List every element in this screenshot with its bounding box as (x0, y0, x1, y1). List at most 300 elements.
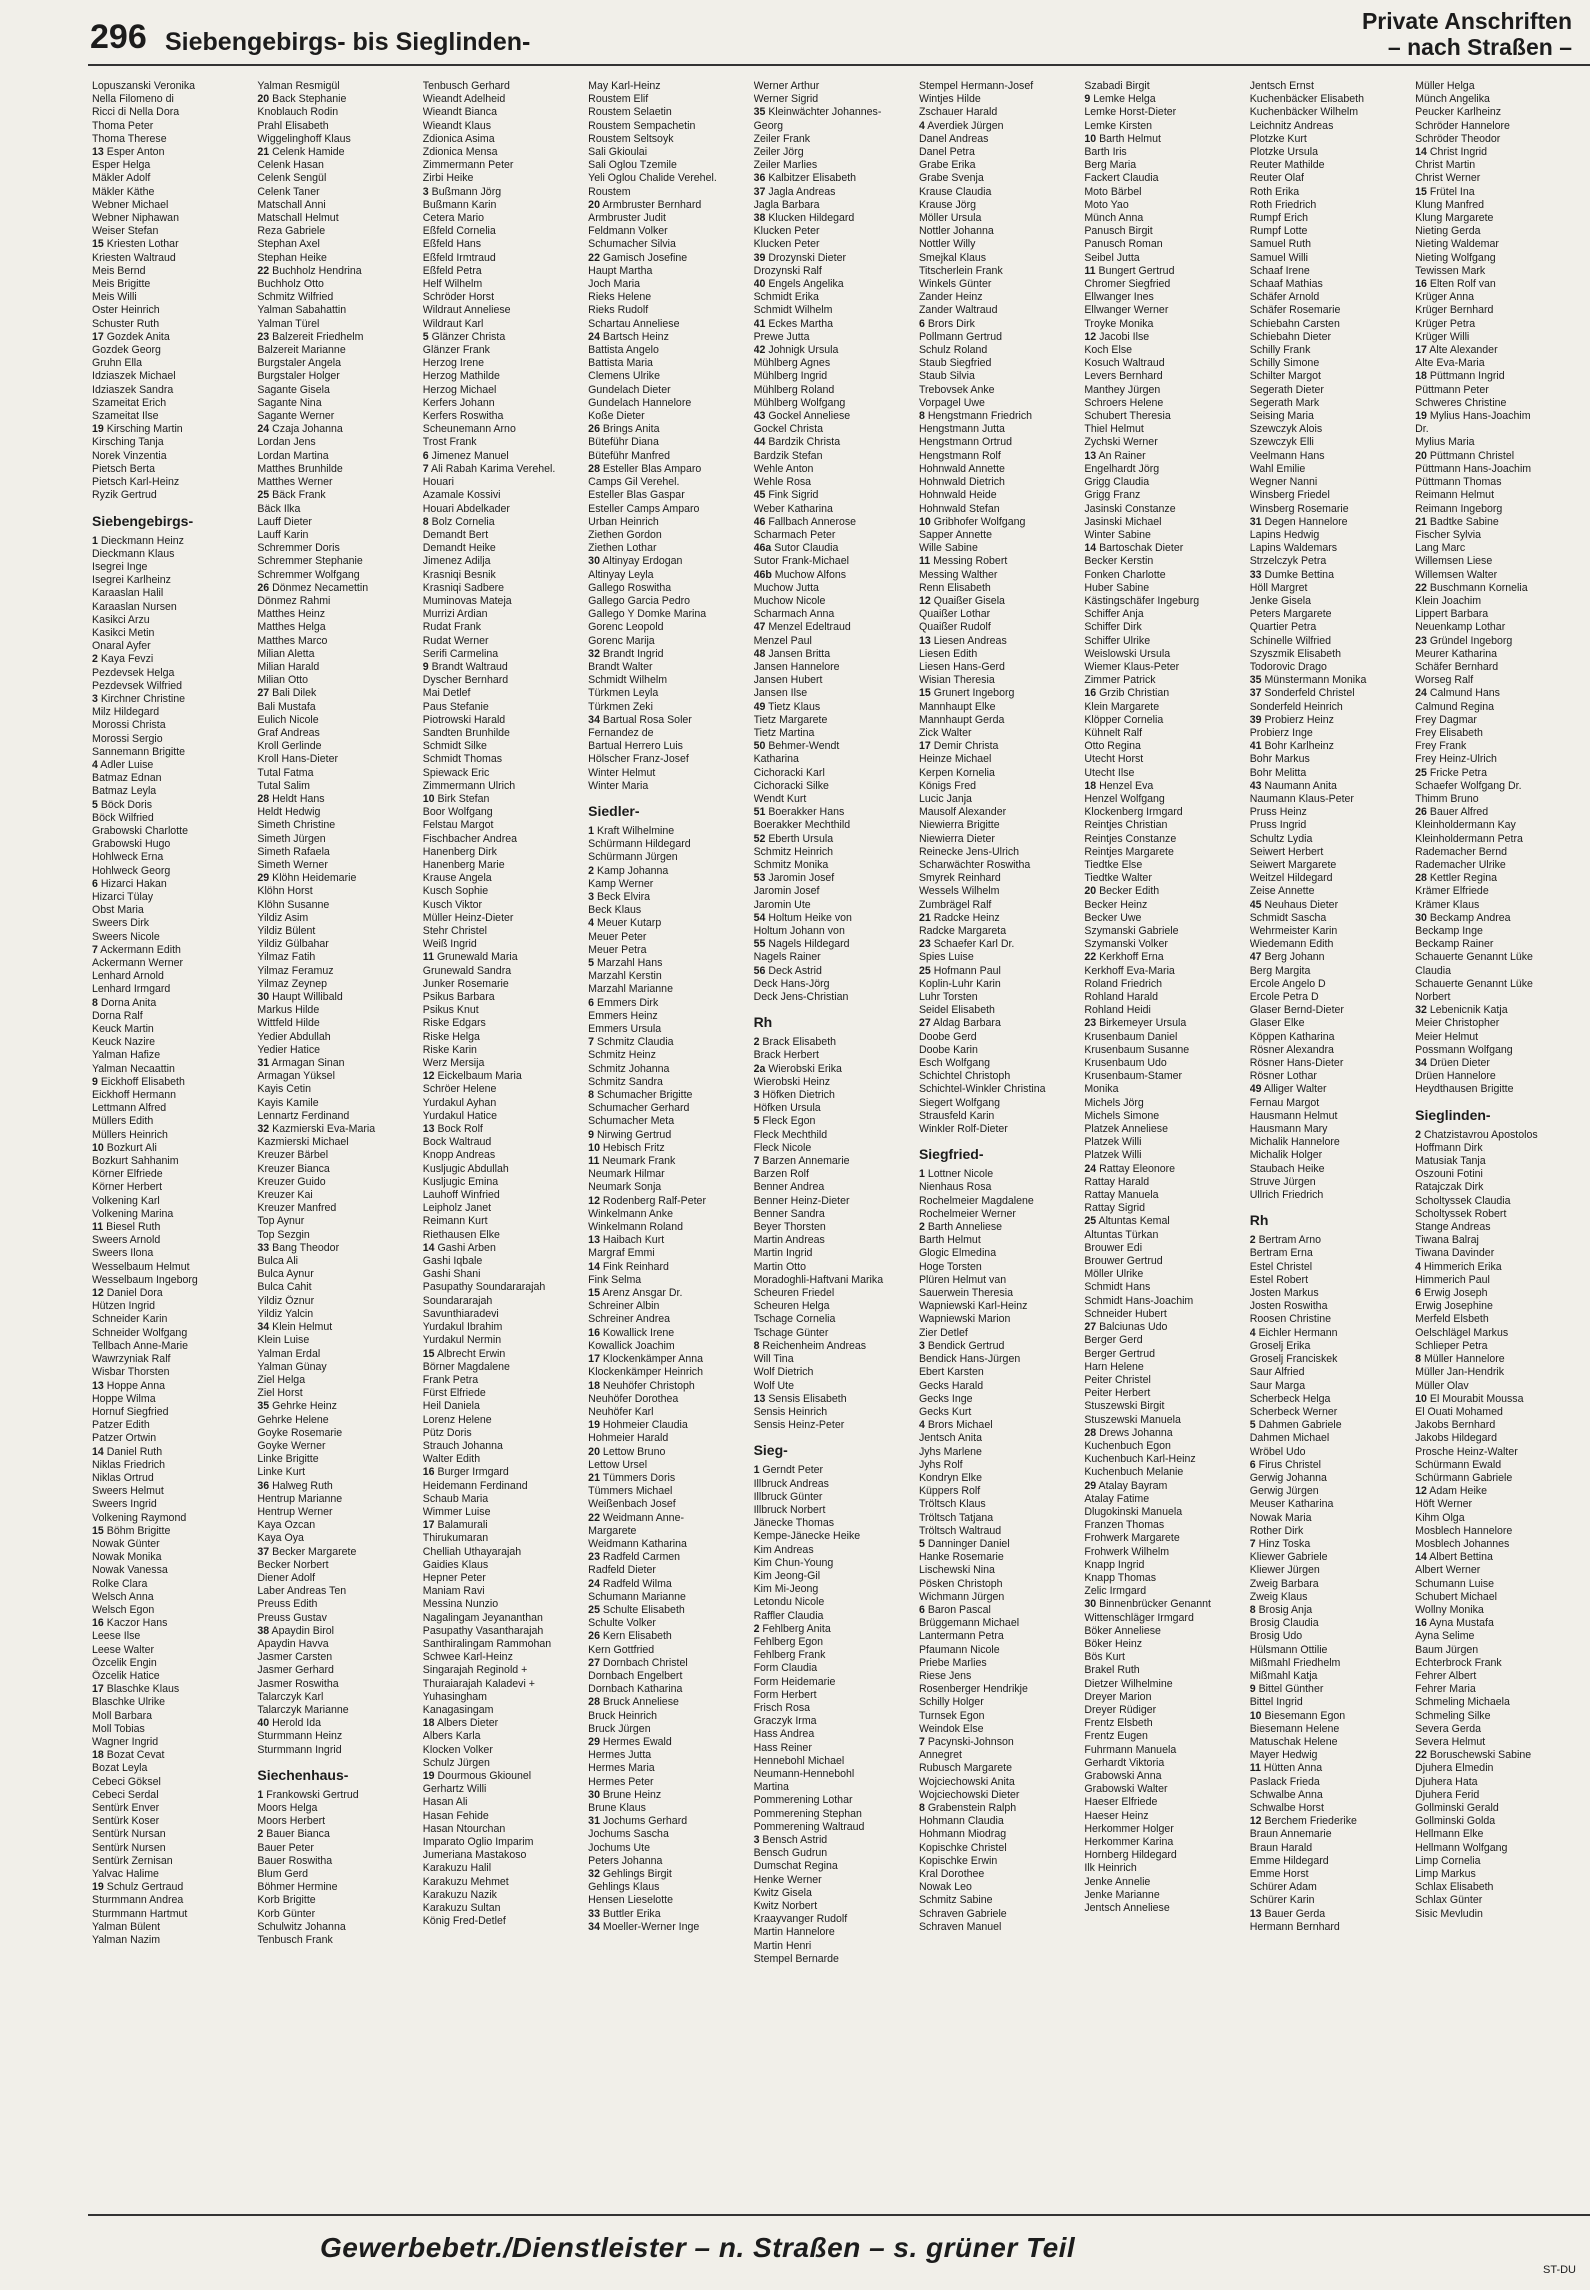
directory-entry (1415, 1221, 1578, 1234)
directory-entry (588, 1459, 751, 1472)
resident-name: Messing Robert (933, 555, 1008, 568)
directory-entry (754, 1768, 917, 1781)
directory-entry (92, 93, 255, 106)
directory-entry (1250, 1762, 1413, 1775)
directory-entry (1084, 1480, 1247, 1493)
directory-entry (919, 529, 1082, 542)
directory-entry (919, 1894, 1082, 1907)
directory-entry (754, 793, 917, 806)
resident-name: Gamisch Josefine (602, 251, 688, 264)
directory-entry (754, 1940, 917, 1953)
directory-entry (92, 1485, 255, 1498)
resident-name: Birk Stefan (437, 792, 490, 805)
resident-name: Klung Margarete (1415, 212, 1494, 225)
resident-name: Weidmann Katharina (588, 1537, 687, 1550)
directory-entry (1084, 569, 1247, 582)
directory-entry (919, 1551, 1082, 1564)
resident-name: Szameitat Ilse (92, 410, 159, 423)
house-number: 18 (422, 1717, 435, 1730)
directory-entry (423, 1070, 586, 1083)
resident-name: Altuntas Türkan (1084, 1228, 1159, 1241)
resident-name: Dreyer Marion (1084, 1690, 1152, 1703)
resident-name: Kusch Sophie (422, 885, 489, 898)
resident-name: Martin Andreas (753, 1234, 825, 1247)
resident-name: Bohr Markus (1249, 753, 1310, 766)
resident-name: Jansen Ilse (753, 687, 808, 700)
directory-entry (1250, 1234, 1413, 1247)
directory-entry (1250, 503, 1413, 516)
resident-name: Armbruster Judit (588, 212, 666, 225)
resident-name: Tröltsch Klaus (918, 1498, 986, 1511)
resident-name: Pacynski-Johnson (927, 1735, 1014, 1748)
resident-name: Berg Johann (1264, 951, 1325, 964)
directory-entry (423, 1625, 586, 1638)
resident-name: Yurdakul Ibrahim (422, 1321, 503, 1334)
directory-entry (423, 238, 586, 251)
house-number: 27 (1084, 1321, 1097, 1334)
directory-entry (1084, 1242, 1247, 1255)
resident-name: Schäfer Arnold (1249, 291, 1320, 304)
house-number: 24 (588, 1577, 600, 1590)
resident-name: Krüger Anna (1415, 291, 1475, 304)
resident-name: Weber Katharina (753, 502, 833, 515)
resident-name: Moll Tobias (92, 1722, 145, 1735)
directory-entry (257, 436, 420, 449)
directory-entry (919, 793, 1082, 806)
directory-entry (1084, 859, 1247, 872)
directory-entry (92, 1908, 255, 1921)
directory-entry (919, 476, 1082, 489)
directory-entry (423, 1598, 586, 1611)
resident-name: Emmers Dirk (597, 996, 659, 1009)
resident-name: Yurdakul Nermin (422, 1334, 502, 1347)
resident-name: Bali Mustafa (257, 700, 316, 713)
resident-name: Wittenschläger Irmgard (1084, 1611, 1194, 1624)
resident-name: Martin Otto (753, 1260, 806, 1273)
resident-name: Weiß Ingrid (422, 938, 477, 951)
resident-name: Krasniqi Sadbere (422, 581, 505, 594)
resident-name: Roustem Selaetin (588, 106, 672, 119)
resident-name: Dornbach Christel (602, 1656, 688, 1669)
resident-name: Kopischke Erwin (918, 1854, 998, 1867)
resident-name: Heil Daniela (422, 1400, 480, 1413)
directory-entry (754, 265, 917, 278)
directory-entry (1415, 1340, 1578, 1353)
directory-entry (1250, 846, 1413, 859)
resident-name: Rumpf Erich (1249, 212, 1309, 225)
resident-name: Glänzer Christa (431, 330, 506, 343)
resident-name: Hermann Bernhard (1249, 1920, 1340, 1933)
directory-entry (423, 106, 586, 119)
resident-name: Kazmierski Eva-Maria (272, 1123, 376, 1136)
house-number: 25 (918, 964, 931, 977)
directory-entry (919, 819, 1082, 832)
resident-name: Schumacher Gerhard (588, 1102, 690, 1115)
resident-name: Wolf Dietrich (753, 1366, 814, 1379)
resident-name: Martin Hannelore (753, 1926, 835, 1939)
directory-entry (92, 304, 255, 317)
directory-entry (423, 661, 586, 674)
directory-entry (754, 1544, 917, 1557)
resident-name: Riske Helga (422, 1030, 480, 1043)
directory-entry (1415, 265, 1578, 278)
resident-name: Buchholz Hendrina (272, 264, 362, 277)
directory-entry (1250, 1485, 1413, 1498)
directory-entry (257, 1585, 420, 1598)
resident-name: Schiffer Anja (1084, 608, 1144, 621)
directory-entry (754, 1261, 917, 1274)
directory-entry (754, 621, 917, 634)
resident-name: Gollminski Gerald (1415, 1802, 1499, 1814)
resident-name: Altuntas Kemal (1098, 1215, 1170, 1228)
resident-name: Klucken Hildegard (768, 212, 855, 225)
directory-entry (257, 1868, 420, 1881)
resident-name: Seidel Elisabeth (918, 1004, 995, 1017)
resident-name: Gecks Harald (918, 1379, 984, 1392)
directory-entry (1250, 1842, 1413, 1855)
directory-entry (1084, 1295, 1247, 1308)
directory-entry (92, 680, 255, 693)
directory-entry (754, 331, 917, 344)
resident-name: Klucken Peter (753, 225, 820, 238)
directory-entry (919, 621, 1082, 634)
resident-name: Bittel Ingrid (1249, 1696, 1303, 1709)
directory-column (919, 80, 1082, 2205)
directory-entry (1250, 687, 1413, 700)
directory-entry (423, 1295, 586, 1308)
directory-entry (754, 304, 917, 317)
directory-entry (423, 780, 586, 793)
resident-name: Benner Andrea (753, 1181, 825, 1194)
resident-name: Hellmann Wolfgang (1415, 1841, 1508, 1854)
resident-name: Kaya Ozcan (257, 1519, 316, 1532)
resident-name: Levers Bernhard (1084, 370, 1163, 383)
resident-name: Sali Oglou Tzemile (588, 159, 677, 172)
directory-entry (1250, 344, 1413, 357)
directory-entry (257, 1744, 420, 1757)
directory-entry (1084, 410, 1247, 423)
directory-entry (754, 1063, 917, 1076)
directory-entry (588, 825, 751, 838)
directory-entry (92, 957, 255, 970)
resident-name: Utecht Ilse (1084, 766, 1135, 779)
resident-name: Muminovas Mateja (422, 594, 512, 607)
resident-name: Gallego Roswitha (588, 581, 672, 594)
directory-entry (1415, 1472, 1578, 1485)
resident-name: Maniam Ravi (422, 1585, 485, 1598)
resident-name: Yalman Bülent (92, 1920, 161, 1933)
resident-name: Yedier Hatice (257, 1043, 321, 1056)
directory-entry (919, 1313, 1082, 1326)
directory-entry (919, 146, 1082, 159)
directory-entry (1250, 1274, 1413, 1287)
directory-entry (92, 410, 255, 423)
resident-name: Hanenberg Marie (422, 858, 505, 871)
directory-entry (1250, 265, 1413, 278)
house-number: 40 (753, 278, 766, 291)
resident-name: Sweers Arnold (92, 1234, 161, 1247)
resident-name: Isegrei Karlheinz (92, 574, 171, 587)
resident-name: Spies Luise (918, 951, 974, 964)
directory-entry (92, 212, 255, 225)
resident-name: Radfeld Dieter (588, 1564, 656, 1577)
resident-name: Schremmer Wolfgang (257, 568, 360, 581)
directory-entry (257, 899, 420, 912)
resident-name: Tenbusch Frank (257, 1934, 333, 1947)
resident-name: Wierobski Heinz (753, 1075, 831, 1088)
directory-entry (92, 1644, 255, 1657)
directory-entry (588, 370, 751, 383)
resident-name: Thirukumaran (422, 1532, 489, 1545)
resident-name: Tümmers Doris (602, 1471, 676, 1484)
directory-entry (257, 1163, 420, 1176)
resident-name: Eichler Hermann (1258, 1326, 1338, 1339)
directory-entry (919, 1419, 1082, 1432)
resident-name: Tiwana Balraj (1415, 1234, 1479, 1247)
directory-entry (754, 925, 917, 938)
directory-entry (1084, 1612, 1247, 1625)
resident-name: Lettmann Alfred (92, 1102, 167, 1115)
directory-entry (1415, 780, 1578, 793)
directory-entry (423, 1057, 586, 1070)
directory-entry (423, 912, 586, 925)
resident-name: Yurdakul Ayhan (422, 1096, 497, 1109)
directory-entry (919, 1083, 1082, 1096)
directory-entry (588, 225, 751, 238)
directory-entry (257, 1321, 420, 1334)
resident-name: Drews Johanna (1099, 1426, 1173, 1439)
house-number: 20 (1084, 885, 1097, 898)
resident-name: Krusenbaum Udo (1084, 1057, 1167, 1070)
directory-entry (1250, 489, 1413, 502)
resident-name: Helf Wilhelm (422, 278, 483, 291)
directory-entry (1415, 1287, 1578, 1300)
resident-name: Patzer Edith (92, 1419, 150, 1432)
resident-name: Morossi Sergio (92, 732, 163, 745)
directory-entry (588, 1261, 751, 1274)
resident-name: Tiedtke Else (1084, 858, 1143, 871)
directory-entry (1415, 1129, 1578, 1142)
resident-name: Bäck Ilka (257, 502, 301, 515)
directory-entry (588, 1155, 751, 1168)
directory-entry (588, 1894, 751, 1907)
resident-name: Albers Dieter (436, 1717, 499, 1730)
resident-name: Calmund Hans (1429, 687, 1500, 700)
resident-name: Welsch Anna (92, 1590, 154, 1603)
resident-name: Schlieper Petra (1415, 1339, 1488, 1352)
directory-entry (92, 159, 255, 172)
resident-name: Nowak Leo (918, 1881, 972, 1894)
resident-name: Pommerening Lothar (753, 1794, 853, 1807)
directory-entry (754, 1115, 917, 1128)
directory-entry (257, 1387, 420, 1400)
resident-name: Rochelmeier Werner (918, 1207, 1016, 1220)
directory-entry (588, 1696, 751, 1709)
resident-name: Smejkal Klaus (918, 251, 987, 264)
resident-name: Albert Werner (1415, 1564, 1481, 1577)
resident-name: Franzen Thomas (1084, 1519, 1165, 1532)
resident-name: Sentürk Nursan (92, 1828, 166, 1841)
directory-entry (1084, 978, 1247, 991)
directory-entry (423, 595, 586, 608)
directory-entry (1250, 1868, 1413, 1881)
resident-name: Annegret (918, 1749, 962, 1762)
directory-entry (257, 463, 420, 476)
resident-name: Dorna Ralf (92, 1009, 143, 1022)
resident-name: Fallbach Annerose (768, 515, 857, 528)
house-number: 4 (92, 758, 98, 771)
resident-name: Korb Günter (257, 1907, 316, 1920)
directory-entry (1250, 674, 1413, 687)
directory-entry (257, 1704, 420, 1717)
house-number: 3 (753, 1834, 760, 1846)
directory-entry (1415, 410, 1578, 423)
house-number: 8 (1415, 1353, 1422, 1366)
resident-name: Stuszewski Manuela (1084, 1413, 1181, 1426)
resident-name: Zeiler Jörg (753, 146, 804, 159)
directory-entry (423, 172, 586, 185)
directory-entry (257, 1453, 420, 1466)
resident-name: Yildiz Gülbahar (257, 938, 329, 951)
resident-name: Blum Gerd (257, 1868, 309, 1881)
directory-entry (919, 872, 1082, 885)
directory-entry (1415, 753, 1578, 766)
resident-name: Grabowski Walter (1084, 1783, 1168, 1796)
resident-name: Ratajczak Dirk (1415, 1181, 1484, 1194)
directory-entry (257, 1625, 420, 1638)
resident-name: Schürer Adam (1249, 1881, 1317, 1894)
resident-name: Rubusch Margarete (918, 1762, 1012, 1775)
directory-entry (1250, 80, 1413, 93)
resident-name: Hengstmann Ortrud (918, 436, 1012, 449)
resident-name: Talarczyk Karl (257, 1690, 324, 1703)
resident-name: Karaaslan Halil (92, 587, 164, 600)
directory-entry (919, 1044, 1082, 1057)
resident-name: Frey Heinz-Ulrich (1415, 753, 1497, 766)
house-number: 31 (257, 1057, 270, 1070)
directory-entry (257, 1598, 420, 1611)
page-footer (0, 2208, 1590, 2290)
resident-name: Fischer Sylvia (1415, 528, 1482, 541)
resident-name: Wesselbaum Ingeborg (92, 1273, 198, 1286)
resident-name: Sagante Werner (257, 410, 335, 423)
house-number: 45 (1249, 898, 1262, 911)
directory-entry (1084, 1334, 1247, 1347)
resident-name: Kästingschäfer Ingeburg (1084, 594, 1200, 607)
directory-entry (92, 291, 255, 304)
directory-entry (754, 569, 917, 582)
resident-name: Münstermann Monika (1264, 674, 1367, 687)
directory-entry (92, 865, 255, 878)
resident-name: Kim Mi-Jeong (753, 1583, 819, 1596)
resident-name: Reimann Helmut (1415, 489, 1495, 502)
directory-entry (1084, 1044, 1247, 1057)
directory-entry (92, 1578, 255, 1591)
resident-name: Möller Ursula (918, 212, 982, 225)
directory-entry (919, 1274, 1082, 1287)
resident-name: Yedier Abdullah (257, 1030, 331, 1043)
directory-entry (92, 1776, 255, 1789)
resident-name: Wojciechowski Anita (918, 1775, 1015, 1788)
directory-entry (754, 1953, 917, 1966)
resident-name: Schweres Christine (1415, 396, 1507, 409)
directory-entry (919, 1393, 1082, 1406)
resident-name: Kaya Fevzi (100, 653, 154, 666)
directory-entry (919, 951, 1082, 964)
directory-entry (1250, 529, 1413, 542)
directory-entry (1415, 489, 1578, 502)
resident-name: Meis Willi (92, 291, 137, 304)
resident-name: Hanke Rosemarie (918, 1551, 1004, 1564)
directory-entry (92, 252, 255, 265)
house-number: 15 (92, 238, 104, 251)
resident-name: Holtum Johann von (753, 925, 845, 937)
directory-entry (588, 265, 751, 278)
resident-name: Hasan Fehide (422, 1809, 489, 1822)
directory-entry (1415, 635, 1578, 648)
resident-name: Bock Rolf (437, 1123, 483, 1136)
resident-name: Firus Christel (1258, 1458, 1321, 1471)
directory-entry (919, 1498, 1082, 1511)
resident-name: Will Tina (753, 1353, 794, 1366)
directory-entry (754, 1340, 917, 1353)
resident-name: Pommerening Waltraud (753, 1820, 865, 1833)
directory-entry (754, 1353, 917, 1366)
resident-name: Kreuzer Bianca (257, 1162, 330, 1175)
resident-name: Kowallick Joachim (588, 1339, 675, 1352)
directory-entry (257, 1176, 420, 1189)
directory-entry (588, 1683, 751, 1696)
directory-entry (1415, 186, 1578, 199)
directory-entry (1250, 1446, 1413, 1459)
resident-name: Badtke Sabine (1429, 515, 1499, 528)
resident-name: Klöhn Susanne (257, 898, 330, 911)
directory-entry (92, 535, 255, 548)
resident-name: Severa Helmut (1415, 1735, 1486, 1748)
directory-entry (423, 1823, 586, 1836)
resident-name: Norbert (1415, 991, 1451, 1004)
directory-entry (423, 1902, 586, 1915)
resident-name: Glänzer Frank (422, 344, 490, 357)
directory-entry (1415, 1776, 1578, 1789)
resident-name: Peucker Karlheinz (1415, 106, 1502, 119)
directory-entry (1415, 1142, 1578, 1155)
resident-name: Rolke Clara (92, 1577, 148, 1590)
house-number: 48 (753, 647, 766, 660)
resident-name: Böck Doris (100, 798, 153, 811)
resident-name: Bartsch Heinz (602, 330, 669, 343)
directory-entry (1084, 186, 1247, 199)
resident-name: Jochums Sascha (588, 1828, 669, 1841)
resident-name: Sapper Annette (918, 528, 992, 541)
resident-name: Ackermann Werner (92, 957, 184, 969)
resident-name: Celenk Taner (257, 185, 320, 198)
resident-name: Jasinski Constanze (1084, 502, 1176, 515)
directory-entry (588, 1010, 751, 1023)
directory-entry (423, 1612, 586, 1625)
resident-name: Preuss Gustav (257, 1611, 327, 1624)
resident-name: Szabadi Birgit (1084, 80, 1150, 92)
resident-name: Mannhaupt Elke (918, 700, 996, 713)
directory-entry (1250, 753, 1413, 766)
directory-entry (423, 463, 586, 476)
directory-entry (588, 1670, 751, 1683)
house-number: 16 (1415, 1617, 1427, 1630)
resident-name: Albrecht Erwin (436, 1347, 506, 1360)
directory-entry (92, 1564, 255, 1577)
resident-name: Heidemann Ferdinand (422, 1479, 528, 1492)
resident-name: Klöhn Heidemarie (272, 872, 357, 885)
